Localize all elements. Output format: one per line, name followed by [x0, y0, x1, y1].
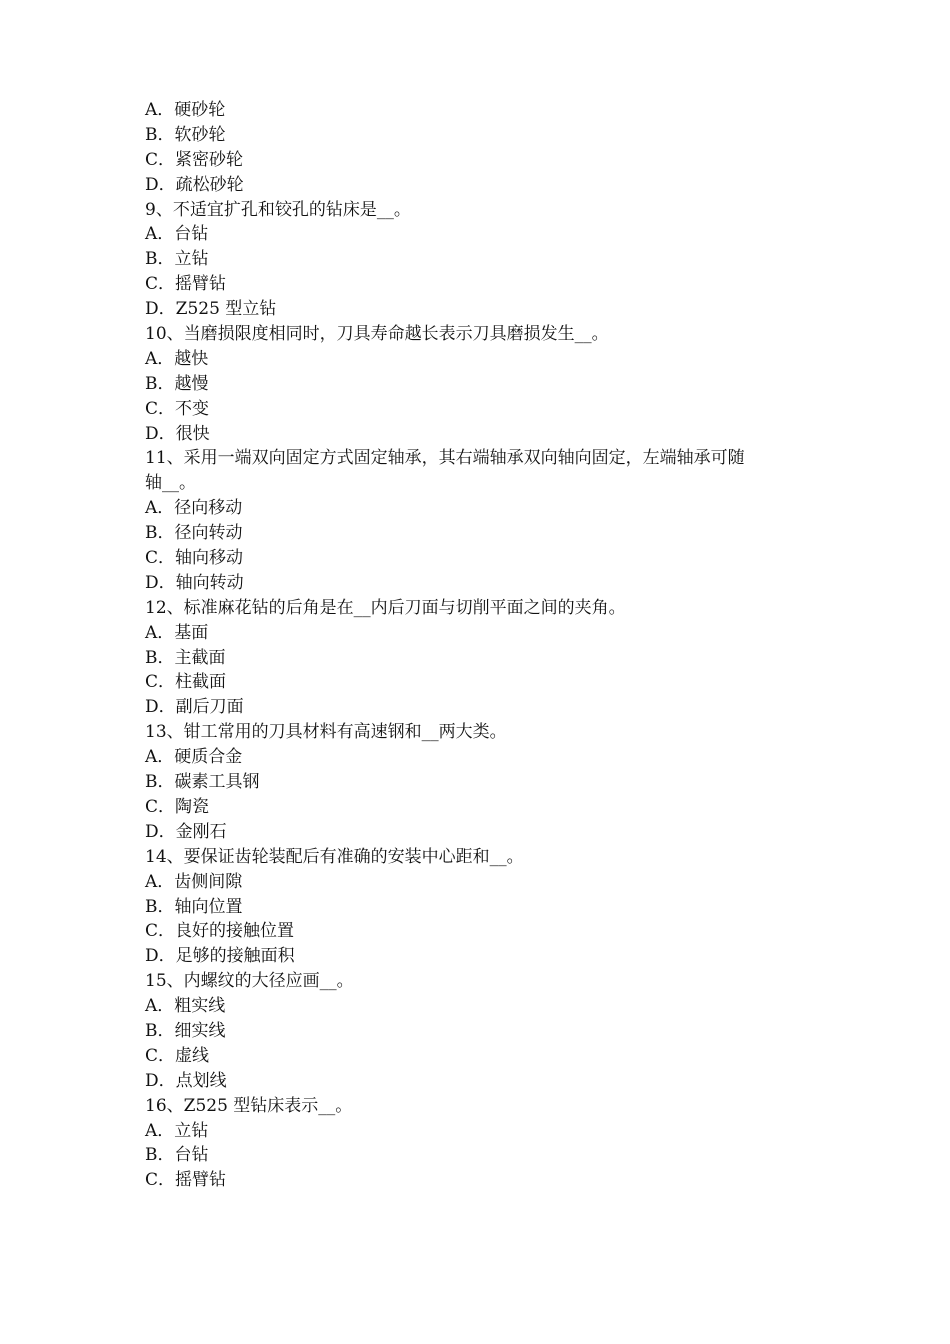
option-a: A．径向移动 [145, 498, 243, 519]
option-d: D．Z525 型立钻 [145, 299, 277, 320]
option-a: A．齿侧间隙 [145, 871, 243, 892]
option-b: B．立钻 [145, 249, 209, 270]
document-content [145, 98, 815, 1193]
option-c: C．紧密砂轮 [145, 149, 244, 170]
option-a: A．台钻 [145, 224, 209, 245]
question-15 [145, 969, 815, 1093]
option-d: D．疏松砂轮 [145, 174, 244, 195]
question-11 [145, 446, 815, 595]
question-stem: 14、要保证齿轮装配后有准确的安装中心距和__。 [145, 846, 524, 867]
question-10 [145, 322, 815, 446]
question-13 [145, 720, 815, 844]
option-d: D．点划线 [145, 1070, 227, 1091]
option-d: D．副后刀面 [145, 697, 244, 718]
question-12 [145, 596, 815, 720]
option-d: D．很快 [145, 423, 210, 444]
question-stem: 12、标准麻花钻的后角是在__内后刀面与切削平面之间的夹角。 [145, 597, 626, 618]
option-a: A．硬砂轮 [145, 100, 226, 120]
option-b: B．轴向位置 [145, 896, 243, 917]
option-b: B．软砂轮 [145, 124, 226, 145]
question-9 [145, 198, 815, 322]
previous-question-options [145, 98, 815, 198]
option-a: A．立钻 [145, 1120, 209, 1141]
option-a: A．粗实线 [145, 996, 226, 1017]
option-b: B．主截面 [145, 647, 226, 668]
option-b: B．台钻 [145, 1145, 209, 1166]
question-stem: 15、内螺纹的大径应画__。 [145, 971, 354, 992]
option-d: D．足够的接触面积 [145, 946, 295, 967]
option-c: C．柱截面 [145, 672, 227, 693]
question-16 [145, 1094, 815, 1194]
option-c: C．良好的接触位置 [145, 921, 295, 942]
option-a: A．越快 [145, 348, 209, 369]
question-14 [145, 845, 815, 969]
question-stem: 16、Z525 型钻床表示__。 [145, 1095, 353, 1116]
option-b: B．碳素工具钢 [145, 772, 260, 793]
option-a: A．基面 [145, 622, 209, 643]
option-c: C．摇臂钻 [145, 274, 227, 295]
option-d: D．轴向转动 [145, 572, 244, 593]
option-c: C．轴向移动 [145, 548, 244, 569]
question-stem: 13、钳工常用的刀具材料有高速钢和__两大类。 [145, 722, 507, 743]
option-c: C．虚线 [145, 1045, 210, 1066]
question-stem: 10、当磨损限度相同时，刀具寿命越长表示刀具磨损发生__。 [145, 324, 609, 345]
option-c: C．摇臂钻 [145, 1170, 227, 1191]
option-a: A．硬质合金 [145, 747, 243, 768]
option-b: B．细实线 [145, 1020, 226, 1041]
option-c: C．不变 [145, 398, 210, 419]
option-b: B．越慢 [145, 373, 209, 394]
option-c: C．陶瓷 [145, 796, 210, 817]
question-stem: 11、采用一端双向固定方式固定轴承，其右端轴承双向轴向固定，左端轴承可随 [145, 448, 745, 469]
question-stem: 9、不适宜扩孔和铰孔的钻床是__。 [145, 199, 411, 220]
question-stem-continued: 轴__。 [145, 473, 196, 494]
option-d: D．金刚石 [145, 821, 227, 842]
option-b: B．径向转动 [145, 523, 243, 544]
